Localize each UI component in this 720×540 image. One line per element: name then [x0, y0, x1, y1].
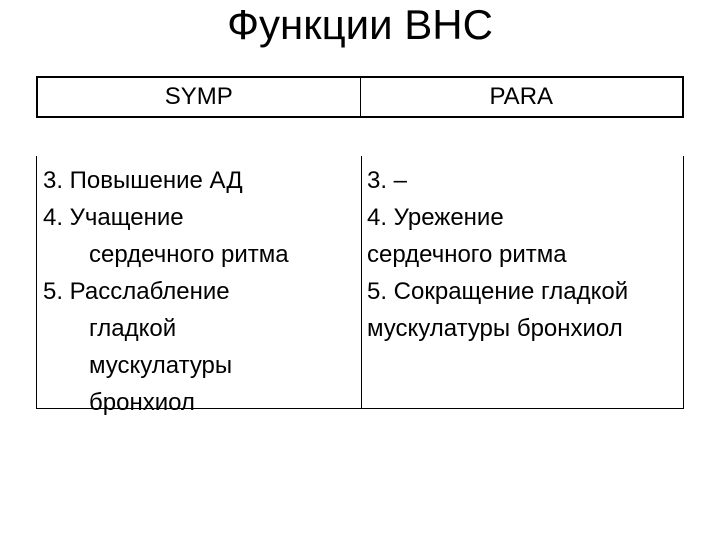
header-para: PARA — [489, 83, 554, 110]
para-item-5: 5. Сокращение гладкой — [367, 278, 629, 305]
header-symp: SYMP — [38, 78, 361, 116]
para-item-5-cont: мускулатуры бронхиол — [367, 315, 623, 342]
column-divider — [361, 156, 362, 408]
para-column — [367, 162, 683, 347]
para-item-4-cont: сердечного ритма — [367, 241, 567, 268]
symp-item-4: 4. Учащение — [43, 204, 184, 231]
symp-item-5-cont-1: гладкой — [89, 315, 177, 342]
comparison-table-header — [36, 76, 684, 118]
para-item-4: 4. Урежение — [367, 204, 504, 231]
symp-item-3: 3. Повышение АД — [43, 167, 243, 194]
symp-item-4-cont: сердечного ритма — [89, 241, 289, 268]
para-item-3: 3. – — [367, 167, 408, 194]
symp-column — [43, 162, 353, 421]
slide-title: Функции ВНС — [227, 1, 493, 48]
symp-item-5: 5. Расслабление — [43, 278, 230, 305]
symp-item-5-cont-2: мускулатуры — [89, 352, 233, 379]
symp-item-5-cont-3: бронхиол — [89, 389, 195, 416]
comparison-table-body — [36, 156, 684, 416]
